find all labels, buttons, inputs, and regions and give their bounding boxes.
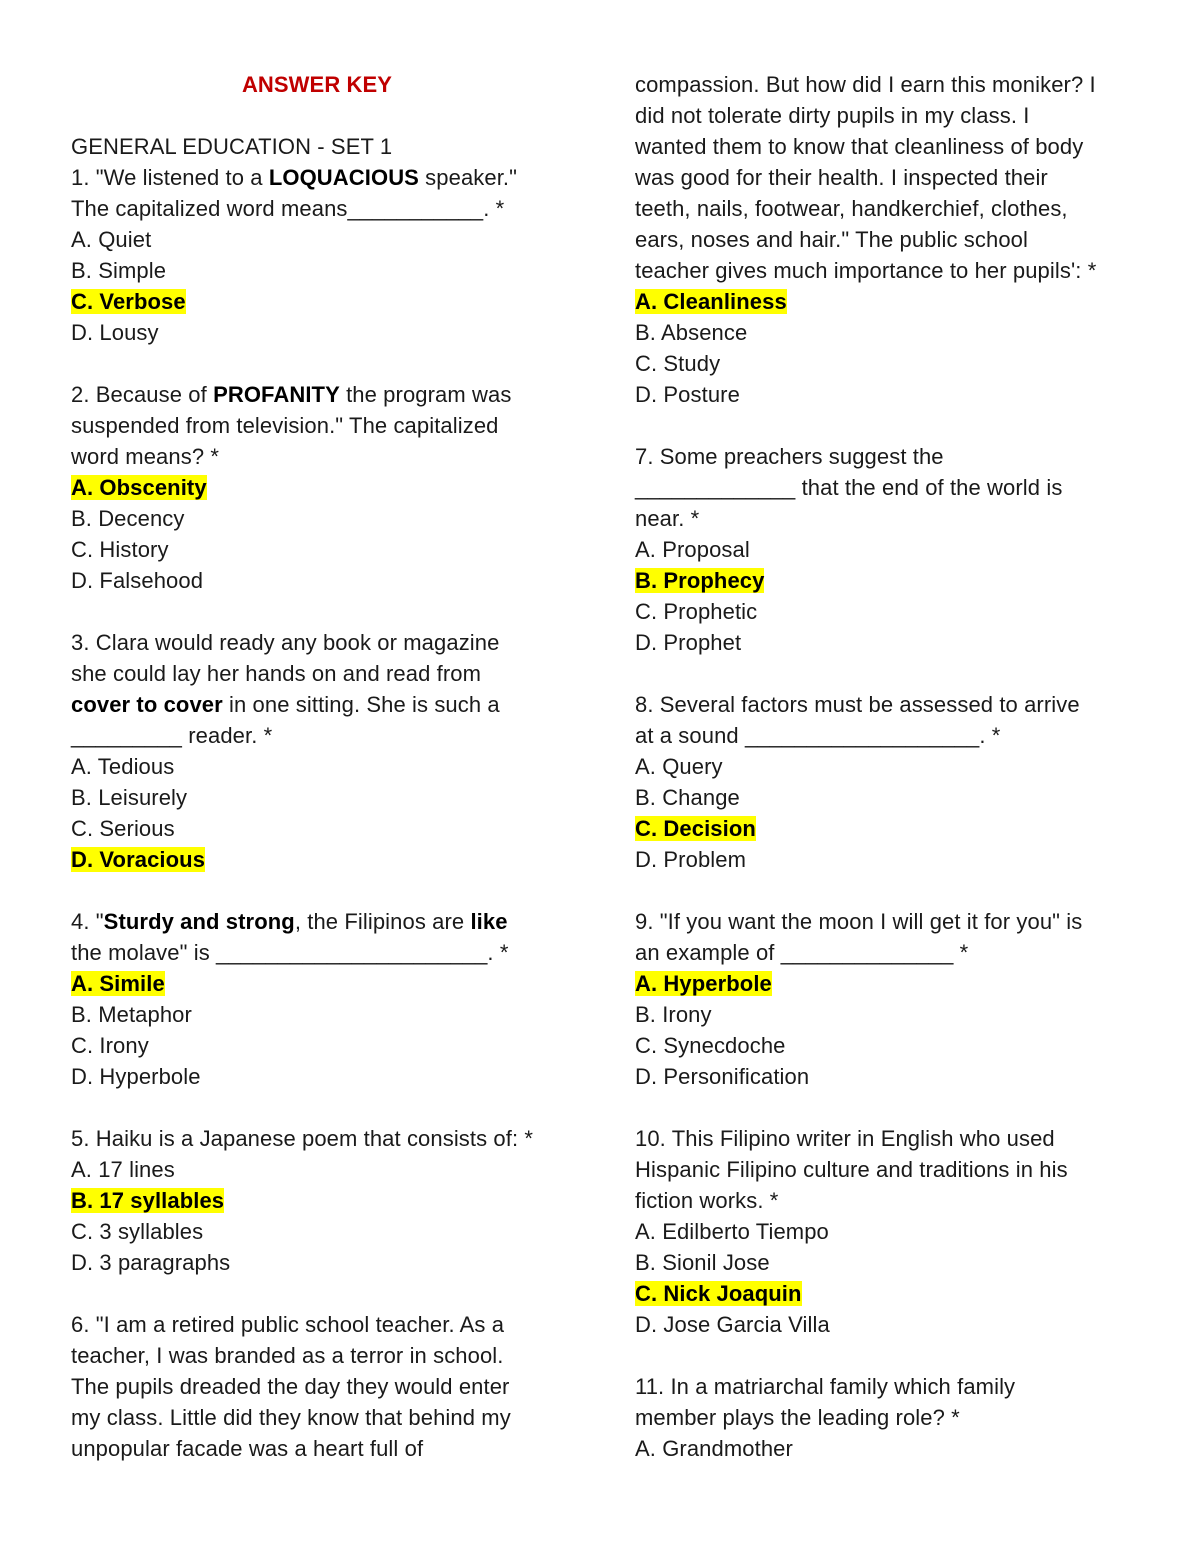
question-10-line-1: 10. This Filipino writer in English who used bbox=[635, 1126, 1055, 1151]
q5-option-a: A. 17 lines bbox=[71, 1157, 175, 1182]
q5-option-b-answer: B. 17 syllables bbox=[71, 1188, 225, 1213]
q6-option-c: C. Study bbox=[635, 351, 721, 376]
question-1-line-1: 1. "We listened to a LOQUACIOUS speaker." bbox=[71, 165, 518, 190]
q1-option-d: D. Lousy bbox=[71, 320, 159, 345]
q8-option-d: D. Problem bbox=[635, 847, 747, 872]
question-2-line-2: suspended from television." The capitalized bbox=[71, 413, 499, 438]
q2-option-b: B. Decency bbox=[71, 506, 185, 531]
question-7-line-3: near. * bbox=[635, 506, 700, 531]
question-6-line-4: my class. Little did they know that behind my bbox=[71, 1405, 511, 1430]
question-6-line-5: unpopular facade was a heart full of bbox=[71, 1436, 424, 1461]
question-3-line-3: cover to cover in one sitting. She is such a bbox=[71, 692, 500, 717]
q10-option-b: B. Sionil Jose bbox=[635, 1250, 770, 1275]
question-6-line-11: ears, noses and hair." The public school bbox=[635, 227, 1028, 252]
question-6-line-1: 6. "I am a retired public school teacher. As a bbox=[71, 1312, 505, 1337]
q3-option-c: C. Serious bbox=[71, 816, 175, 841]
question-6-line-9: was good for their health. I inspected their bbox=[635, 165, 1048, 190]
question-9-line-2: an example of ______________ * bbox=[635, 940, 969, 965]
question-6-line-8: wanted them to know that cleanliness of body bbox=[635, 134, 1084, 159]
question-3-line-4: _________ reader. * bbox=[71, 723, 273, 748]
question-6-line-3: The pupils dreaded the day they would enter bbox=[71, 1374, 510, 1399]
q9-option-b: B. Irony bbox=[635, 1002, 712, 1027]
q5-option-d: D. 3 paragraphs bbox=[71, 1250, 231, 1275]
q4-option-c: C. Irony bbox=[71, 1033, 149, 1058]
q8-option-c-answer: C. Decision bbox=[635, 816, 756, 841]
q10-option-d: D. Jose Garcia Villa bbox=[635, 1312, 830, 1337]
question-11-line-1: 11. In a matriarchal family which family bbox=[635, 1374, 1016, 1399]
question-8-line-2: at a sound ___________________. * bbox=[635, 723, 1001, 748]
question-6-line-6: compassion. But how did I earn this moniker? I bbox=[635, 72, 1096, 97]
question-2-line-3: word means? * bbox=[71, 444, 220, 469]
q6-option-d: D. Posture bbox=[635, 382, 740, 407]
q3-option-b: B. Leisurely bbox=[71, 785, 188, 810]
q1-option-a: A. Quiet bbox=[71, 227, 152, 252]
question-9-line-1: 9. "If you want the moon I will get it for you" is bbox=[635, 909, 1083, 934]
q7-option-d: D. Prophet bbox=[635, 630, 742, 655]
q9-option-a-answer: A. Hyperbole bbox=[635, 971, 772, 996]
question-4-line-2: the molave" is ______________________. * bbox=[71, 940, 509, 965]
question-6-line-12: teacher gives much importance to her pupils': * bbox=[635, 258, 1097, 283]
q4-option-d: D. Hyperbole bbox=[71, 1064, 201, 1089]
q7-option-c: C. Prophetic bbox=[635, 599, 758, 624]
question-10-line-2: Hispanic Filipino culture and traditions in his bbox=[635, 1157, 1068, 1182]
right-column bbox=[635, 69, 1135, 1464]
q4-option-a-answer: A. Simile bbox=[71, 971, 165, 996]
q9-option-c: C. Synecdoche bbox=[635, 1033, 786, 1058]
page-title: ANSWER KEY bbox=[241, 72, 393, 97]
q10-option-c-answer: C. Nick Joaquin bbox=[635, 1281, 802, 1306]
subtitle: GENERAL EDUCATION - SET 1 bbox=[71, 134, 393, 159]
question-2-line-1: 2. Because of PROFANITY the program was bbox=[71, 382, 512, 407]
q6-option-a-answer: A. Cleanliness bbox=[635, 289, 787, 314]
question-8-line-1: 8. Several factors must be assessed to arrive bbox=[635, 692, 1080, 717]
q10-option-a: A. Edilberto Tiempo bbox=[635, 1219, 829, 1244]
left-column bbox=[71, 69, 571, 1464]
question-7-line-2: _____________ that the end of the world is bbox=[635, 475, 1063, 500]
question-3-line-2: she could lay her hands on and read from bbox=[71, 661, 482, 686]
q8-option-a: A. Query bbox=[635, 754, 723, 779]
question-3-line-1: 3. Clara would ready any book or magazine bbox=[71, 630, 500, 655]
q2-option-c: C. History bbox=[71, 537, 169, 562]
q8-option-b: B. Change bbox=[635, 785, 740, 810]
question-6-line-7: did not tolerate dirty pupils in my class. I bbox=[635, 103, 1030, 128]
q3-option-a: A. Tedious bbox=[71, 754, 175, 779]
question-1-line-2: The capitalized word means___________. * bbox=[71, 196, 505, 221]
q6-option-b: B. Absence bbox=[635, 320, 748, 345]
q2-option-a-answer: A. Obscenity bbox=[71, 475, 207, 500]
question-5-line-1: 5. Haiku is a Japanese poem that consists of: * bbox=[71, 1126, 534, 1151]
q7-option-a: A. Proposal bbox=[635, 537, 750, 562]
question-6-line-10: teeth, nails, footwear, handkerchief, clothes, bbox=[635, 196, 1068, 221]
q4-option-b: B. Metaphor bbox=[71, 1002, 192, 1027]
q3-option-d-answer: D. Voracious bbox=[71, 847, 206, 872]
q7-option-b-answer: B. Prophecy bbox=[635, 568, 765, 593]
q9-option-d: D. Personification bbox=[635, 1064, 810, 1089]
question-7-line-1: 7. Some preachers suggest the bbox=[635, 444, 944, 469]
question-6-line-2: teacher, I was branded as a terror in school. bbox=[71, 1343, 504, 1368]
q2-option-d: D. Falsehood bbox=[71, 568, 204, 593]
q1-option-c-answer: C. Verbose bbox=[71, 289, 186, 314]
q11-option-a: A. Grandmother bbox=[635, 1436, 793, 1461]
q1-option-b: B. Simple bbox=[71, 258, 167, 283]
question-10-line-3: fiction works. * bbox=[635, 1188, 779, 1213]
question-4-line-1: 4. "Sturdy and strong, the Filipinos are like bbox=[71, 909, 508, 934]
question-11-line-2: member plays the leading role? * bbox=[635, 1405, 960, 1430]
q5-option-c: C. 3 syllables bbox=[71, 1219, 204, 1244]
